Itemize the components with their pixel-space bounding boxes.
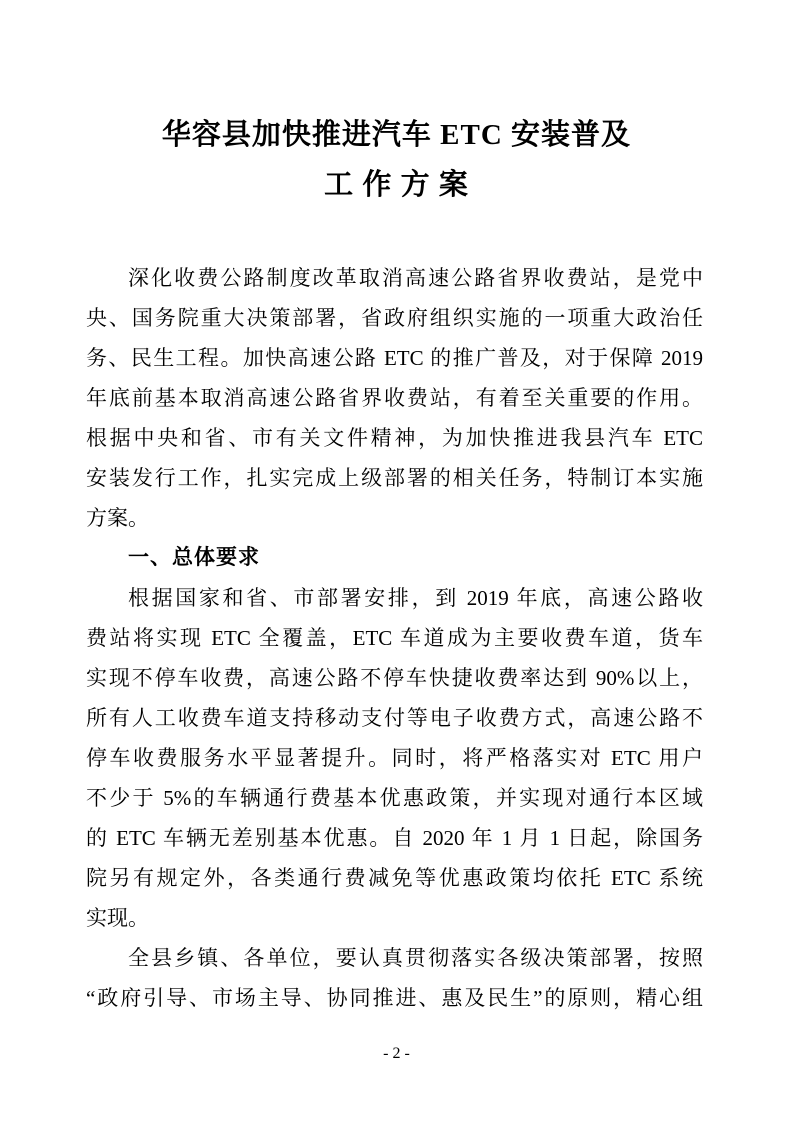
text-line: 不少于 5%的车辆通行费基本优惠政策，并实现对通行本区域 [86,786,703,810]
text-line: 深化收费公路制度改革取消高速公路省界收费站，是党中 [128,266,703,290]
document-body [86,258,703,1018]
title-line-1: 华容县加快推进汽车 ETC 安装普及 [161,119,632,151]
text-line: 务、民生工程。加快高速公路 ETC 的推广普及，对于保障 2019 [86,346,703,370]
title-line-2: 工 作 方 案 [324,169,469,201]
text-line: 停车收费服务水平显著提升。同时，将严格落实对 ETC 用户 [86,746,703,770]
paragraph [86,938,703,1018]
text-line: 根据中央和省、市有关文件精神，为加快推进我县汽车 ETC [86,426,703,450]
text-line: 根据国家和省、市部署安排，到 2019 年底，高速公路收 [128,586,703,610]
text-line: 实现不停车收费，高速公路不停车快捷收费率达到 90%以上， [86,666,703,690]
paragraph [86,578,703,938]
text-line: 方案。 [86,506,149,530]
text-line: 费站将实现 ETC 全覆盖，ETC 车道成为主要收费车道，货车 [86,626,703,650]
text-line: 年底前基本取消高速公路省界收费站，有着至关重要的作用。 [86,386,703,410]
paragraph [86,258,703,538]
text-line: “政府引导、市场主导、协同推进、惠及民生”的原则，精心组 [86,986,703,1010]
text-line: 的 ETC 车辆无差别基本优惠。自 2020 年 1 月 1 日起，除国务 [86,826,703,850]
text-line: 院另有规定外，各类通行费减免等优惠政策均依托 ETC 系统 [86,866,703,890]
section-heading [86,538,703,578]
page-number: - 2 - [383,1045,410,1062]
text-line: 全县乡镇、各单位，要认真贯彻落实各级决策部署，按照 [128,946,703,970]
text-line: 央、国务院重大决策部署，省政府组织实施的一项重大政治任 [86,306,703,330]
text-line: 所有人工收费车道支持移动支付等电子收费方式，高速公路不 [86,706,703,730]
heading-text: 一、总体要求 [128,546,260,569]
text-line: 安装发行工作，扎实完成上级部署的相关任务，特制订本实施 [86,466,703,490]
document-title [0,0,793,210]
text-line: 实现。 [86,906,149,930]
